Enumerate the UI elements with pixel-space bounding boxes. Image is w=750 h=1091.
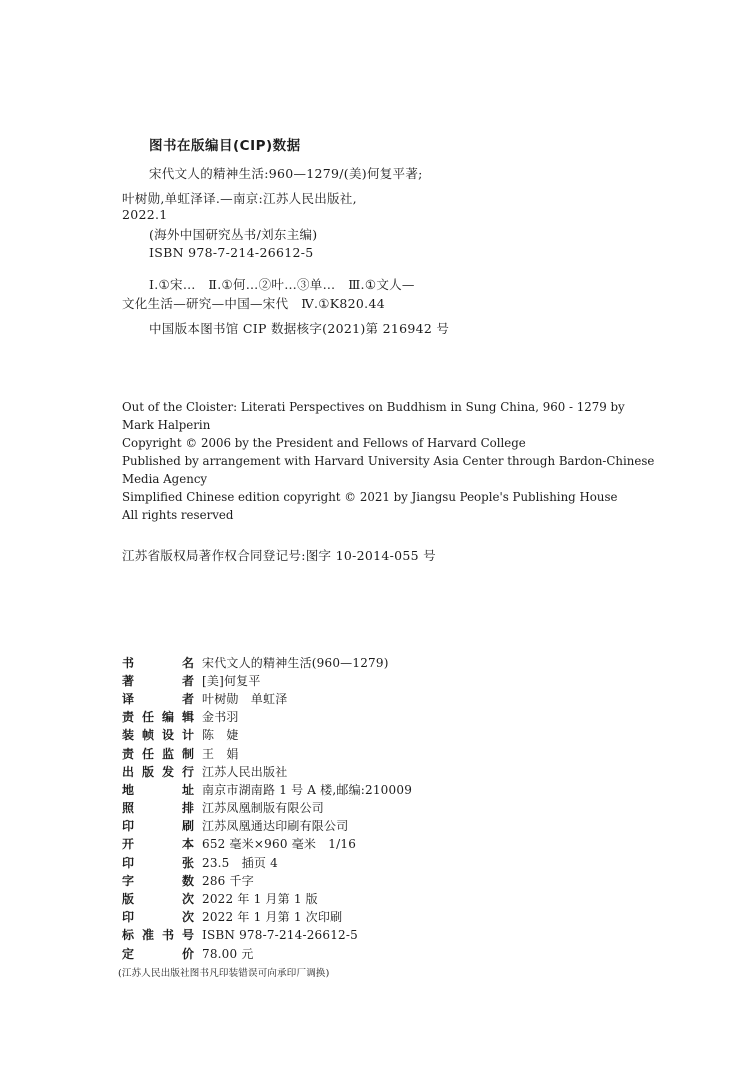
info-label: 书 名 [122, 655, 194, 670]
info-row [122, 835, 412, 853]
info-row [122, 708, 412, 726]
rights-agency: Media Agency [122, 472, 208, 486]
cip-line-subjects: Ⅰ.①宋… Ⅱ.①何…②叶…③单… Ⅲ.①文人— [149, 277, 415, 292]
info-row [122, 744, 412, 762]
printing-error-note: (江苏人民出版社图书凡印装错误可向承印厂调换) [118, 968, 330, 979]
info-row [122, 908, 412, 926]
info-label: 责 任 编 辑 [122, 710, 194, 725]
info-label: 装 帧 设 计 [122, 728, 194, 743]
rights-original-title: Out of the Cloister: Literati Perspectives on Buddhism in Sung China, 960 - 1279 by [122, 400, 625, 414]
cip-title: 图书在版编目(CIP)数据 [149, 138, 301, 154]
info-label: 地 址 [122, 782, 194, 797]
info-value: 23.5 插页 4 [202, 855, 278, 870]
info-value: 金书羽 [202, 710, 239, 725]
cip-line-title: 宋代文人的精神生活:960—1279/(美)何复平著; [149, 166, 423, 181]
rights-author: Mark Halperin [122, 418, 211, 432]
info-row [122, 689, 412, 707]
info-value: 286 千字 [202, 873, 254, 888]
cip-line-series: (海外中国研究丛书/刘东主编) [149, 227, 318, 242]
info-label: 开 本 [122, 837, 194, 852]
info-value: [美]何复平 [202, 673, 261, 688]
info-label: 译 者 [122, 691, 194, 706]
info-value: 2022 年 1 月第 1 版 [202, 892, 318, 907]
info-row [122, 817, 412, 835]
info-row [122, 799, 412, 817]
cip-line-verification: 中国版本图书馆 CIP 数据核字(2021)第 216942 号 [149, 321, 450, 336]
info-row [122, 889, 412, 907]
info-label: 字 数 [122, 873, 194, 888]
cip-line-isbn: ISBN 978-7-214-26612-5 [149, 245, 314, 260]
info-row [122, 944, 412, 962]
info-value: 652 毫米×960 毫米 1/16 [202, 837, 357, 852]
info-row [122, 926, 412, 944]
info-value: 78.00 元 [202, 946, 254, 961]
cip-line-translators: 叶树勋,单虹泽译.—南京:江苏人民出版社, [122, 191, 357, 206]
info-row [122, 853, 412, 871]
info-value: 江苏凤凰通达印刷有限公司 [202, 819, 349, 834]
info-row [122, 780, 412, 798]
rights-arrangement: Published by arrangement with Harvard University Asia Center through Bardon-Chinese [122, 454, 655, 468]
info-row [122, 762, 412, 780]
info-value: 叶树勋 单虹泽 [202, 691, 288, 706]
info-label: 印 次 [122, 910, 194, 925]
info-value: 江苏凤凰制版有限公司 [202, 801, 325, 816]
info-label: 版 次 [122, 892, 194, 907]
rights-chinese-edition: Simplified Chinese edition copyright © 2021 by Jiangsu People's Publishing House [122, 490, 618, 504]
info-label: 标 准 书 号 [122, 928, 194, 943]
info-label: 著 者 [122, 673, 194, 688]
copyright-registration: 江苏省版权局著作权合同登记号:图字 10-2014-055 号 [122, 548, 436, 563]
info-label: 责 任 监 制 [122, 746, 194, 761]
info-value: ISBN 978-7-214-26612-5 [202, 927, 358, 942]
info-label: 印 刷 [122, 819, 194, 834]
info-value: 南京市湖南路 1 号 A 楼,邮编:210009 [202, 782, 413, 797]
info-row [122, 871, 412, 889]
info-label: 出 版 发 行 [122, 764, 194, 779]
info-row [122, 653, 412, 671]
publishing-info-table [122, 653, 412, 962]
rights-reserved: All rights reserved [122, 508, 234, 522]
info-value: 江苏人民出版社 [202, 764, 288, 779]
info-row [122, 671, 412, 689]
info-value: 王 娟 [202, 746, 239, 761]
info-label: 照 排 [122, 801, 194, 816]
cip-line-classification: 文化生活—研究—中国—宋代 Ⅳ.①K820.44 [122, 296, 385, 311]
rights-copyright: Copyright © 2006 by the President and Fellows of Harvard College [122, 436, 526, 450]
info-value: 陈 婕 [202, 728, 239, 743]
info-row [122, 726, 412, 744]
info-value: 2022 年 1 月第 1 次印刷 [202, 910, 343, 925]
info-value: 宋代文人的精神生活(960—1279) [202, 655, 389, 670]
info-label: 定 价 [122, 946, 194, 961]
info-label: 印 张 [122, 855, 194, 870]
cip-line-date: 2022.1 [122, 207, 168, 222]
